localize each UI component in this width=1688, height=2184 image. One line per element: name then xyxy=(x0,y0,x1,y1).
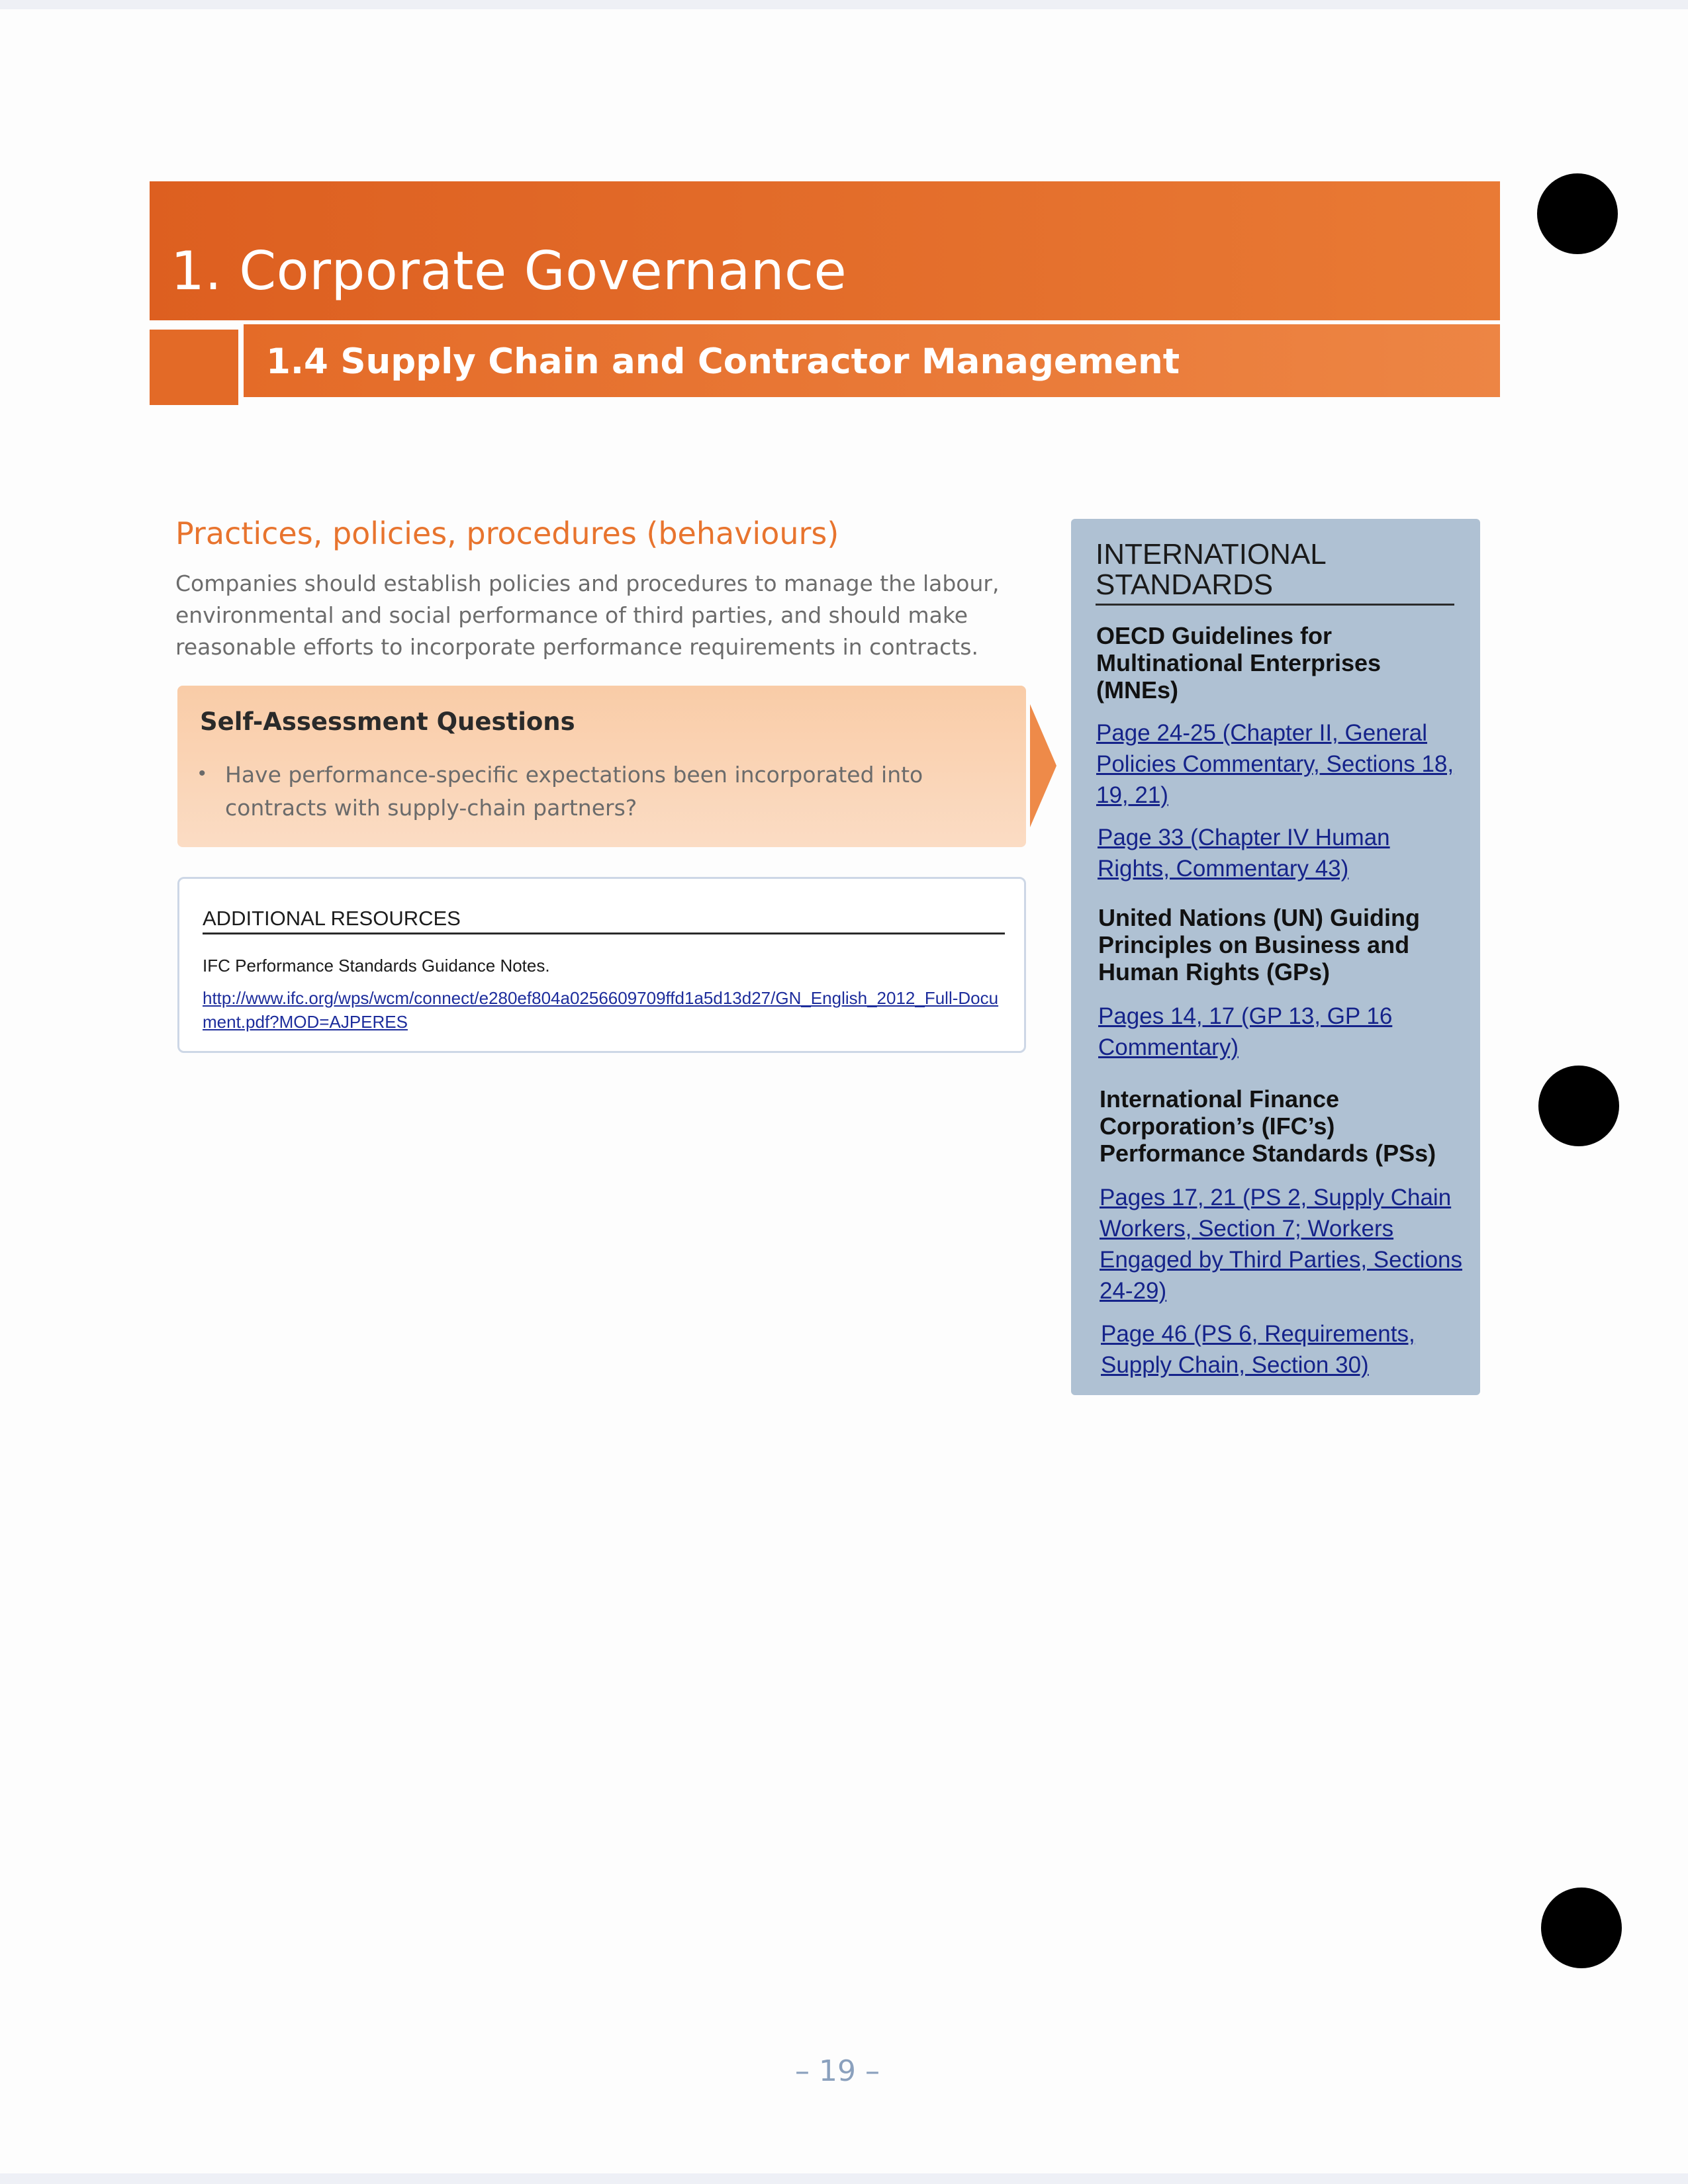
page-number: – 19 – xyxy=(795,2054,880,2088)
standard-link[interactable]: Page 24-25 (Chapter II, General Policies Commentary, Sections 18, 19, 21) xyxy=(1096,720,1454,808)
chapter-title: 1. Corporate Governance xyxy=(171,240,847,302)
resource-label: IFC Performance Standards Guidance Notes. xyxy=(203,956,550,976)
bullet-icon: • xyxy=(199,762,206,784)
resource-link[interactable]: http://www.ifc.org/wps/wcm/connect/e280ef804a0256609709ffd1a5d13d27/GN_English_2012_Full-Document.pdf?MOD=AJPERES xyxy=(203,988,999,1032)
self-assessment-question: Have performance-specific expectations been incorporated into contracts with supply-chain partners? xyxy=(225,762,923,821)
scan-top-edge xyxy=(0,0,1688,9)
international-standards-heading: INTERNATIONAL STANDARDS xyxy=(1096,538,1326,601)
standard-heading-ifc-pss: International Finance Corporation’s (IFC’s) Performance Standards (PSs) xyxy=(1100,1085,1436,1167)
standard-link[interactable]: Pages 14, 17 (GP 13, GP 16 Commentary) xyxy=(1098,1003,1393,1060)
subsection-title: 1.4 Supply Chain and Contractor Management xyxy=(266,341,1180,382)
divider xyxy=(203,933,1005,934)
practices-heading: Practices, policies, procedures (behaviours) xyxy=(175,516,839,551)
standard-heading-oecd: OECD Guidelines for Multinational Enterprises (MNEs) xyxy=(1096,622,1382,704)
standard-link[interactable]: Page 46 (PS 6, Requirements, Supply Chain, Section 30) xyxy=(1101,1321,1415,1378)
practices-intro: Companies should establish policies and procedures to manage the labour, environmental and social performance of third parties, and should make reasonable efforts to incorporate performance requirements in contracts. xyxy=(175,570,1000,660)
standard-link[interactable]: Page 33 (Chapter IV Human Rights, Commentary 43) xyxy=(1098,825,1390,882)
self-assessment-heading: Self-Assessment Questions xyxy=(200,707,575,736)
additional-resources-heading: ADDITIONAL RESOURCES xyxy=(203,907,461,930)
subsection-banner-tab xyxy=(150,330,238,405)
punch-hole-bottom xyxy=(1541,1888,1622,1968)
divider xyxy=(1096,604,1454,606)
self-assessment-arrow-icon xyxy=(1030,704,1056,827)
scan-bottom-edge xyxy=(0,2173,1688,2184)
standard-heading-un-gps: United Nations (UN) Guiding Principles on Business and Human Rights (GPs) xyxy=(1098,904,1420,985)
punch-hole-top xyxy=(1537,173,1618,254)
standard-link[interactable]: Pages 17, 21 (PS 2, Supply Chain Workers, Section 7; Workers Engaged by Third Parties, Sections 24-29) xyxy=(1100,1185,1463,1304)
punch-hole-middle xyxy=(1538,1066,1619,1146)
